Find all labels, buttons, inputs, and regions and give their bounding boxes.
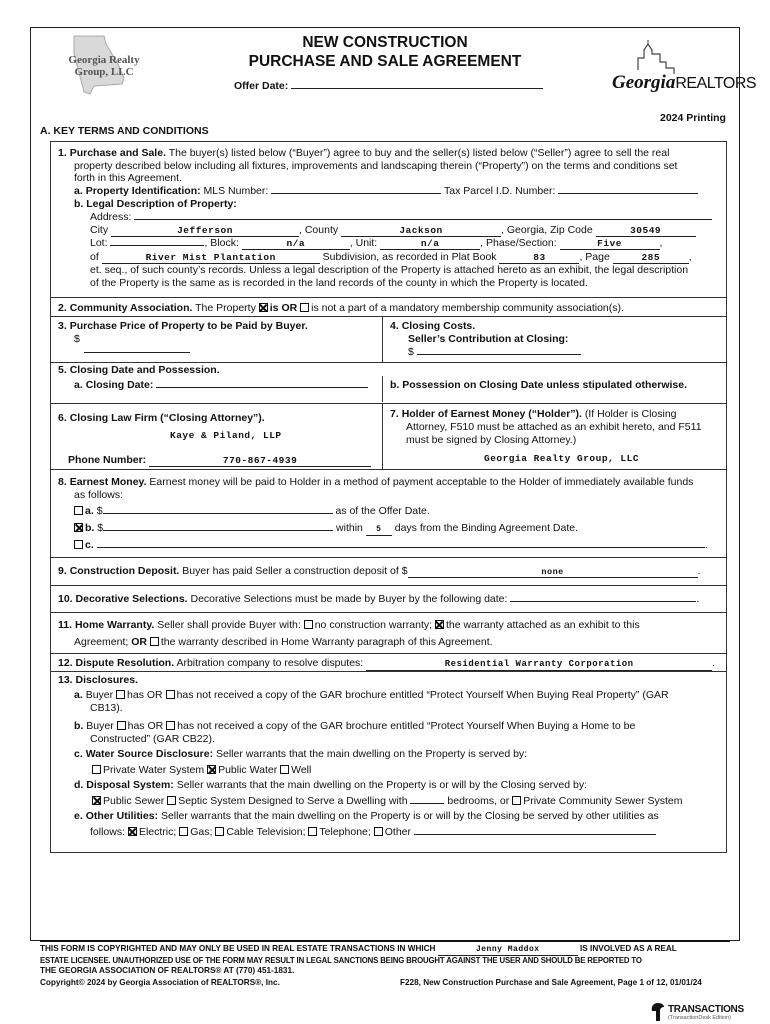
s9-construction-deposit: 9. Construction Deposit. Buyer has paid Seller a construction deposit of $ none . xyxy=(58,565,701,577)
purchase-price-field[interactable] xyxy=(84,341,190,353)
licensee-field[interactable]: Jenny Maddox xyxy=(438,946,578,956)
construction-deposit-field[interactable]: none xyxy=(408,568,698,578)
s1-line3: forth in this Agreement. xyxy=(74,172,182,184)
block-field[interactable]: n/a xyxy=(242,239,350,250)
gas-checkbox[interactable] xyxy=(179,827,188,836)
closing-date-field[interactable] xyxy=(156,387,368,388)
s1b-lot: Lot: , Block: n/a , Unit: n/a , Phase/Section: Five , xyxy=(90,237,663,249)
s8c: c. . xyxy=(74,539,708,553)
subdivision-field[interactable]: River Mist Plantation xyxy=(102,253,320,264)
transactions-brand-sub: (TransactionDesk Edition) xyxy=(668,1015,732,1021)
logo-left-line2: Group, LLC xyxy=(74,66,134,78)
s2-community-association: 2. Community Association. The Property is OR is not a part of a mandatory membership community association(s). xyxy=(58,302,624,314)
s1-et-seq-2: of the Property is the same as is recorded in the land records of the county in which the Property is located. xyxy=(90,277,588,289)
unit-field[interactable]: n/a xyxy=(380,239,480,250)
mls-number-field[interactable] xyxy=(271,193,441,194)
s4-closing-costs: 4. Closing Costs. xyxy=(390,320,476,332)
offer-date xyxy=(234,80,543,94)
s1-line1: 1. Purchase and Sale. The buyer(s) listed below (“Buyer”) agree to buy and the seller(s) listed below (“Seller”) agree to sell the real xyxy=(58,147,670,159)
address-field[interactable] xyxy=(134,219,712,220)
telephone-checkbox[interactable] xyxy=(308,827,317,836)
s8-earnest-money: 8. Earnest Money. Earnest money will be paid to Holder in a method of payment acceptable to the Holder of immediately available funds xyxy=(58,476,694,488)
section-a-heading: A. KEY TERMS AND CONDITIONS xyxy=(40,125,209,137)
lot-field[interactable] xyxy=(110,245,204,246)
s6-phone: Phone Number: 770-867-4939 xyxy=(68,454,371,468)
s1-line2: property described below including all fixtures, improvements and landscaping therein (“Property”) on the terms and conditions set xyxy=(74,160,678,172)
seller-contribution-field[interactable] xyxy=(417,354,581,355)
page-field[interactable]: 285 xyxy=(613,253,689,264)
cb22-has-checkbox[interactable] xyxy=(117,721,126,730)
s13e-utilities: e. Other Utilities: Seller warrants that the main dwelling on the Property is or will by the Closing be served by other utilities as xyxy=(74,810,659,822)
s13b: b. Buyer has OR has not received a copy of the GAR brochure entitled “Protect Yourself When Buying a Home to be xyxy=(74,720,636,732)
s3-purchase-price: 3. Purchase Price of Property to be Paid by Buyer. xyxy=(58,320,308,332)
s11-home-warranty: 11. Home Warranty. Seller shall provide Buyer with: no construction warranty; the warranty attached as an exhibit to this xyxy=(58,619,640,631)
s1-et-seq-1: et. seq., of such county’s records. Unless a legal description of the Property is attached hereto as an exhibit, the legal description xyxy=(90,264,689,276)
public-water-checkbox[interactable] xyxy=(207,765,216,774)
arbitration-company-field[interactable]: Residential Warranty Corporation xyxy=(366,660,712,671)
s8b: b. $ within 5 days from the Binding Agreement Date. xyxy=(74,522,578,536)
public-sewer-checkbox[interactable] xyxy=(92,796,101,805)
georgia-realtors-logo xyxy=(608,40,757,102)
earnest-a-amount-field[interactable] xyxy=(103,513,333,514)
septic-checkbox[interactable] xyxy=(167,796,176,805)
private-sewer-checkbox[interactable] xyxy=(512,796,521,805)
printing-year: 2024 Printing xyxy=(660,112,726,124)
county-field[interactable]: Jackson xyxy=(341,226,501,237)
cb13-has-not-checkbox[interactable] xyxy=(166,690,175,699)
transactions-logo xyxy=(650,1002,742,1022)
other-utility-checkbox[interactable] xyxy=(374,827,383,836)
logo-right-script: Georgia xyxy=(612,72,676,93)
logo-right-word: REALTORS xyxy=(675,75,757,92)
s1b-legal: b. Legal Description of Property: xyxy=(74,198,237,210)
s1b-address: Address: xyxy=(90,211,712,225)
transactions-logo-icon xyxy=(650,1002,666,1022)
logo-left-line1: Georgia Realty xyxy=(68,54,140,66)
holder-field[interactable]: Georgia Realty Group, LLC xyxy=(484,453,640,464)
electric-checkbox[interactable] xyxy=(128,827,137,836)
decorative-date-field[interactable] xyxy=(510,601,696,602)
transactions-brand: TRANSACTIONS xyxy=(668,1004,744,1015)
s13a: a. Buyer has OR has not received a copy of the GAR brochure entitled “Protect Yourself When Buying Real Property” (GAR xyxy=(74,689,669,701)
well-checkbox[interactable] xyxy=(280,765,289,774)
cb22-has-not-checkbox[interactable] xyxy=(166,721,175,730)
s13d-disposal: d. Disposal System: Seller warrants that the main dwelling on the Property is or will by the Closing served by: xyxy=(74,779,588,791)
s10-decorative-selections: 10. Decorative Selections. Decorative Selections must be made by Buyer by the following date: . xyxy=(58,593,700,605)
form-title-line2: PURCHASE AND SALE AGREEMENT xyxy=(248,53,522,70)
other-utility-field[interactable] xyxy=(414,834,656,835)
city-field[interactable]: Jefferson xyxy=(111,226,299,237)
private-water-checkbox[interactable] xyxy=(92,765,101,774)
cb13-has-checkbox[interactable] xyxy=(116,690,125,699)
zip-field[interactable]: 30549 xyxy=(596,226,696,237)
is-part-checkbox[interactable] xyxy=(259,303,268,312)
cable-checkbox[interactable] xyxy=(215,827,224,836)
attached-warranty-checkbox[interactable] xyxy=(435,620,444,629)
earnest-days-field[interactable]: 5 xyxy=(366,526,392,536)
described-warranty-checkbox[interactable] xyxy=(150,637,159,646)
footer-line2: ESTATE LICENSEE. UNAUTHORIZED USE OF THE FORM MAY RESULT IN LEGAL SANCTIONS BEING BROUGHT AGAINST THE USER AND SHOULD BE REPORTED TO xyxy=(40,956,642,965)
form-title-line1: NEW CONSTRUCTION xyxy=(302,34,468,51)
offer-date-field[interactable] xyxy=(291,88,543,89)
earnest-b-amount-field[interactable] xyxy=(103,530,333,531)
s6-closing-law-firm: 6. Closing Law Firm (“Closing Attorney”). xyxy=(58,412,265,424)
s13c-water: c. Water Source Disclosure: Seller warrants that the main dwelling on the Property is served by: xyxy=(74,748,528,760)
s1b-city: City Jefferson , County Jackson , Georgia, Zip Code 30549 xyxy=(90,224,696,238)
s1a-property-id: a. Property Identification: MLS Number: Tax Parcel I.D. Number: xyxy=(74,185,698,199)
earnest-c-field[interactable] xyxy=(97,547,705,548)
footer-copyright-line1: THIS FORM IS COPYRIGHTED AND MAY ONLY BE USED IN REAL ESTATE TRANSACTIONS IN WHICH Jenny Maddox IS INVOLVED AS A REAL xyxy=(40,944,677,954)
s5-closing-date: 5. Closing Date and Possession. xyxy=(58,364,220,376)
phone-number-field[interactable]: 770-867-4939 xyxy=(149,456,371,467)
s7-holder: 7. Holder of Earnest Money (“Holder”). (If Holder is Closing xyxy=(390,408,677,420)
offer-date-label: Offer Date: xyxy=(234,80,289,92)
s8a: a. $ as of the Offer Date. xyxy=(74,505,430,519)
s12-dispute-resolution: 12. Dispute Resolution. Arbitration company to resolve disputes: Residential Warranty Corporation . xyxy=(58,657,716,669)
s13-disclosures: 13. Disclosures. xyxy=(58,674,138,686)
law-firm-field[interactable]: Kaye & Piland, LLP xyxy=(170,430,282,441)
earnest-a-checkbox[interactable] xyxy=(74,506,83,515)
footer-form-id: F228, New Construction Purchase and Sale Agreement, Page 1 of 12, 01/01/24 xyxy=(400,978,702,987)
earnest-b-checkbox[interactable] xyxy=(74,523,83,532)
tax-parcel-field[interactable] xyxy=(558,193,698,194)
footer-line3: THE GEORGIA ASSOCIATION OF REALTORS® AT (770) 451-1831. xyxy=(40,966,295,975)
is-not-part-checkbox[interactable] xyxy=(300,303,309,312)
phase-field[interactable]: Five xyxy=(560,239,660,250)
footer-copyright: Copyright© 2024 by Georgia Association of REALTORS®, Inc. xyxy=(40,978,280,987)
s1b-subdivision: of River Mist Plantation Subdivision, as recorded in Plat Book 83 , Page 285 , xyxy=(90,251,692,263)
no-warranty-checkbox[interactable] xyxy=(304,620,313,629)
bedrooms-field[interactable] xyxy=(410,803,444,804)
s5b-possession: b. Possession on Closing Date unless stipulated otherwise. xyxy=(390,379,687,391)
earnest-c-checkbox[interactable] xyxy=(74,540,83,549)
plat-book-field[interactable]: 83 xyxy=(499,253,579,264)
s4-seller-contribution: Seller’s Contribution at Closing: xyxy=(408,333,569,345)
